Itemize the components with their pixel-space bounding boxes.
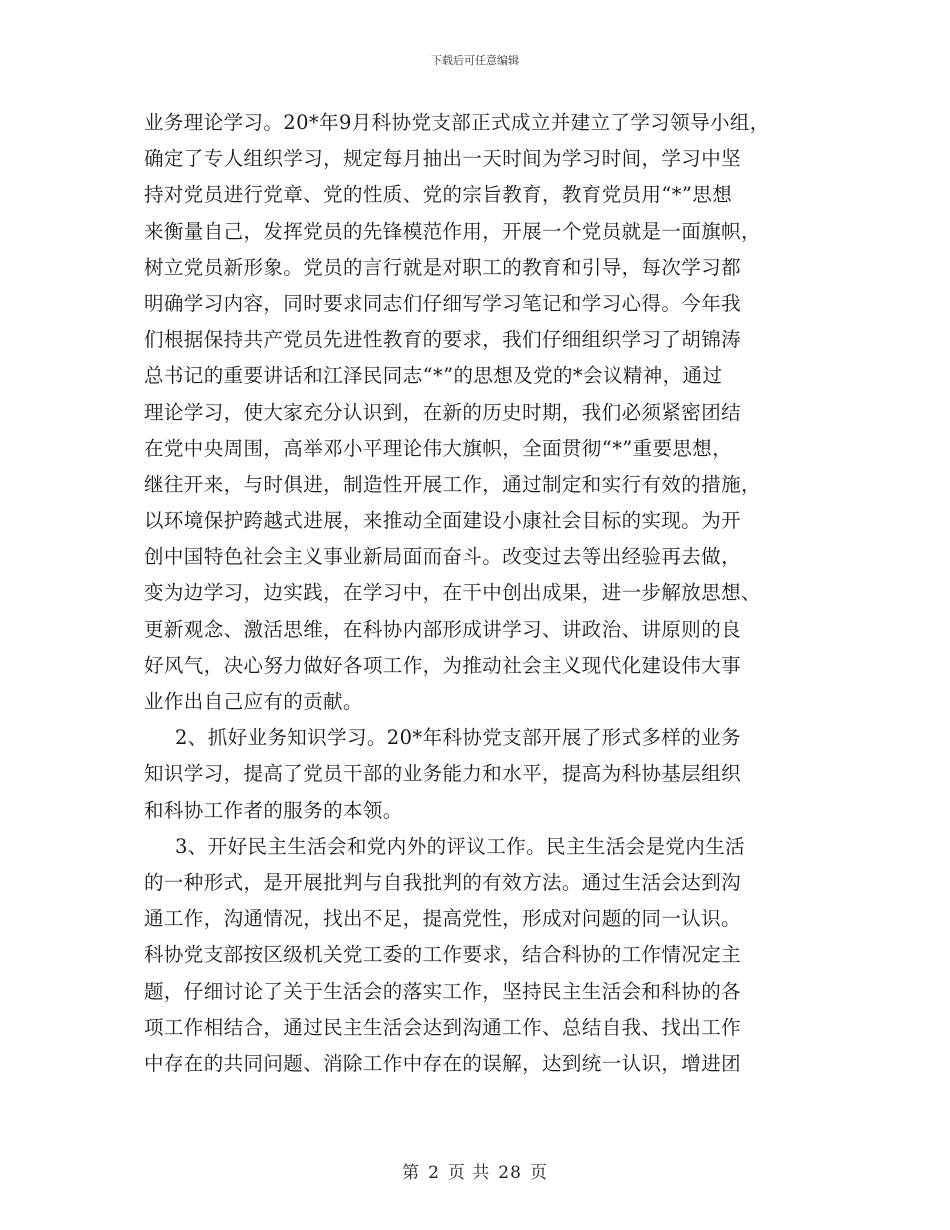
text-line: 树立党员新形象。党员的言行就是对职工的教育和引导，每次学习都 xyxy=(144,255,742,279)
text-line: 总书记的重要讲话和江泽民同志“*”的思想及党的*会议精神，通过 xyxy=(144,364,723,388)
text-line: 项工作相结合，通过民主生活会达到沟通工作、总结自我、找出工作 xyxy=(144,1015,742,1039)
text-line: 知识学习，提高了党员干部的业务能力和水平，提高为科协基层组织 xyxy=(144,762,742,786)
text-line: 创中国特色社会主义事业新局面而奋斗。改变过去等出经验再去做， xyxy=(144,545,742,569)
text-line: 确定了专人组织学习，规定每月抽出一天时间为学习时间，学习中坚 xyxy=(144,147,742,171)
text-line: 来衡量自己，发挥党员的先锋模范作用，开展一个党员就是一面旗帜， xyxy=(144,219,761,243)
text-line: 业务理论学习。20*年9月科协党支部正式成立并建立了学习领导小组， xyxy=(144,111,770,134)
text-line: 明确学习内容，同时要求同志们仔细写学习笔记和学习心得。今年我 xyxy=(144,291,742,315)
document-body xyxy=(144,105,808,1082)
footer-middle: 页 共 xyxy=(447,1163,491,1183)
text-line: 科协党支部按区级机关党工委的工作要求，结合科协的工作情况定主 xyxy=(144,943,742,967)
text-line: 好风气，决心努力做好各项工作，为推动社会主义现代化建设伟大事 xyxy=(144,653,742,677)
text-line: 的一种形式，是开展批判与自我批判的有效方法。通过生活会达到沟 xyxy=(144,870,742,894)
text-line: 中存在的共同问题、消除工作中存在的误解，达到统一认识，增进团 xyxy=(144,1051,742,1075)
text-line: 在党中央周围，高举邓小平理论伟大旗帜，全面贯彻“*”重要思想， xyxy=(144,436,733,460)
footer-prefix: 第 xyxy=(402,1163,421,1183)
page-header: 下载后可任意编辑 xyxy=(431,54,519,67)
text-line: 通工作，沟通情况，找出不足，提高党性，形成对问题的同一认识。 xyxy=(144,907,742,931)
text-line: 理论学习，使大家充分认识到，在新的历史时期，我们必须紧密团结 xyxy=(144,400,742,424)
footer-suffix: 页 xyxy=(529,1163,548,1183)
text-line: 继往开来，与时俱进，制造性开展工作，通过制定和实行有效的措施， xyxy=(144,472,761,496)
page-footer xyxy=(0,1158,950,1183)
text-line: 以环境保护跨越式进展，来推动全面建设小康社会目标的实现。为开 xyxy=(144,509,742,533)
text-line: 和科协工作者的服务的本领。 xyxy=(144,798,403,822)
text-line: 持对党员进行党章、党的性质、党的宗旨教育，教育党员用“*”思想 xyxy=(144,183,733,207)
text-line: 2、抓好业务知识学习。20*年科协党支部开展了形式多样的业务 xyxy=(175,726,741,750)
text-line: 变为边学习，边实践，在学习中，在干中创出成果，进一步解放思想、 xyxy=(144,581,761,605)
text-line: 题，仔细讨论了关于生活会的落实工作，坚持民主生活会和科协的各 xyxy=(144,979,742,1003)
text-line: 业作出自己应有的贡献。 xyxy=(144,690,363,713)
text-line: 们根据保持共产党员先进性教育的要求，我们仔细组织学习了胡锦涛 xyxy=(144,328,742,352)
footer-page-number: 2 xyxy=(428,1163,440,1183)
text-line: 3、开好民主生活会和党内外的评议工作。民主生活会是党内生活 xyxy=(175,834,746,858)
footer-total-pages: 28 xyxy=(498,1163,522,1183)
text-line: 更新观念、激活思维，在科协内部形成讲学习、讲政治、讲原则的良 xyxy=(144,617,742,641)
